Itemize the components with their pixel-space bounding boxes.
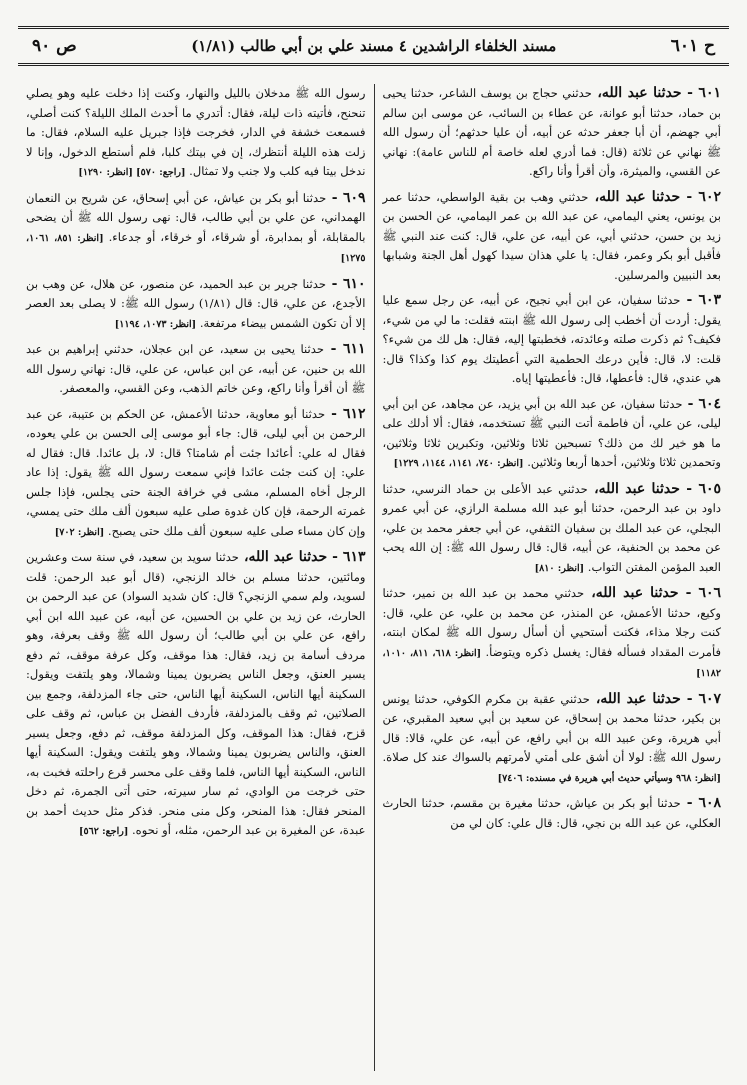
hadith-reference: [راجع: ٥٦٢] xyxy=(79,826,129,837)
hadith-reference: [انظر: ٩٦٨ وسيأتي حديث أبي هريرة في مسنده: ٧٤٠٦] xyxy=(497,772,721,784)
hadith-number: ٦٠٢ - xyxy=(680,188,721,205)
two-column-body xyxy=(18,84,729,1071)
hadith-number: ٦٠٦ - xyxy=(678,585,722,601)
hadith-lead: حدثنا عبد الله، xyxy=(588,188,681,205)
hadith-text: حدثني حجاج بن يوسف الشاعر، حدثنا يحيى بن حماد، حدثنا أبو عوانة، عن عطاء بن السائب، عن موسى ابن سالم أبي جهضم، أن أبا جعفر حدثه عن أبيه، أن عليا حدثهم؛ أن رسول الله ﷺ نهاني عن ثلاثة (قال: فما أدري لعله خاصة أم للناس عامة): نهاني عن القسي، والميثرة، وأن أقرأ وأنا راكع. xyxy=(382,86,721,178)
hadith-number: ٦٠٤ - xyxy=(682,395,721,412)
hadith-reference: [انظر: ٧٤٠، ١١٤١، ١١٤٤، ١٢٢٩] xyxy=(393,458,524,469)
hadith-entry xyxy=(383,291,722,389)
hadith-lead: حدثنا عبد الله، xyxy=(591,85,682,101)
hadith-reference: [راجع: ٥٧٠] [انظر: ١٢٩٠] xyxy=(78,167,186,178)
hadith-entry xyxy=(26,275,366,335)
hadith-lead: حدثنا عبد الله، xyxy=(238,549,328,565)
running-title: مسند الخلفاء الراشدين ٤ مسند علي بن أبي طالب (١/٨١) xyxy=(191,37,557,55)
hadith-entry xyxy=(383,395,722,474)
hadith-number: ٦٠٧ - xyxy=(680,690,722,707)
hadith-text: حدثنا سفيان، عن ابن أبي نجيح، عن أبيه، عن رجل سمع عليا يقول: أردت أن أخطب إلى رسول الله ﷺ ابنته فقلت: ما لي من شيء، فكيف؟ ثم ذكرت صلته وعائدته، فخطبتها إليه، فقال: هل لك من شيء؟ قلت: لا، قال: فأين درعك الحطمية التي أعطيتك يوم كذا وكذا؟ قال: هي عندي، قال: فأعطها، قال: فأعطيتها إياه. xyxy=(382,293,721,385)
hadith-number: ٦١٢ - xyxy=(325,405,366,422)
hadith-entry xyxy=(26,405,366,543)
hadith-text: حدثنا أبو بكر بن عياش، عن أبي إسحاق، عن شريح بن النعمان الهمداني، عن علي بن أبي طالب، قال: نهى رسول الله ﷺ أن يضحى بالمقابلة، أو بمدابرة، أو شرقاء، أو خرقاء، أو جدعاء. xyxy=(26,190,366,244)
hadith-text: رسول الله ﷺ مدخلان بالليل والنهار، وكنت إذا دخلت عليه وهو يصلي تنحنح، فأتيته ذات ليلة، فقال: أتدري ما أحدث الملك الليلة؟ كنت أصلي، فسمعت خشفة في الدار، فخرجت فإذا جبريل عليه السلام، فقال: ما زلت هذه الليلة أنتظرك، إن في بيتك كلبا، فلم أستطع الدخول، وإنا لا ندخل بيتا فيه كلب ولا جنب ولا تمثال. xyxy=(26,86,366,178)
hadith-reference: [انظر: ٧٠٢] xyxy=(54,526,105,538)
hadith-text: حدثنا سويد بن سعيد، في سنة ست وعشرين ومائتين، حدثنا مسلم بن خالد الزنجي، (قال أبو عبد الرحمن: قلت لسويد، ولم سمي الزنجي؟ قال: كان شديد السواد) عن عبد الرحمن بن الحارث، عن زيد بن علي بن الحسين، عن أبيه، عن عبيد الله ابن أبي رافع، عن علي بن أبي طالب؛ أن رسول الله ﷺ وقف بعرفة، وهو مردف أسامة بن زيد، فقال: هذا موقف، وكل عرفة موقف، ثم دفع يسير العنق، وجعل الناس يضربون يمينا وشمالا، وهو يلتفت ويقول: السكينة أيها الناس، السكينة أيها الناس، حتى جاء المزدلفة، وجمع بين الصلاتين، ثم وقف بالمزدلفة، فأردف الفضل بن عباس، ثم وقف على قزح، فقال: هذا الموقف، وكل المزدلفة موقف، ثم دفع، وجعل يسير العنق، والناس يضربون يمينا وشمالا، وهو يلتفت ويقول: السكينة أيها الناس، السكينة أيها الناس، فلما وقف على محسر قرع راحلته فخبت به، حتى خرجت من الوادي، ثم سار سيرته، حتى أتى الجمرة، ثم دخل المنحر فقال: هذا المنحر، وكل منى منحر. فذكر مثل حديث أحمد بن عبدة، عن المغيرة بن عبد الرحمن، مثله، أو نحوه. xyxy=(26,550,366,837)
hadith-lead: حدثنا عبد الله، xyxy=(584,585,679,601)
hadith-entry xyxy=(383,794,722,833)
hadith-text: حدثني وهب بن بقية الواسطي، حدثنا عمر بن يونس، يعني اليمامي، عن عبد الله بن عمر اليمامي، عن الحسن بن زيد بن حسن، حدثني أبي، عن أبيه، عن علي، قال: كنت عند النبي ﷺ فأقبل أبو بكر وعمر، فقال: يا علي هذان سيدا كهول أهل الجنة وشبابها بعد النبيين والمرسلين. xyxy=(382,189,721,282)
hadith-reference: [انظر: ٨٥١، ١٠٦١، ١٢٧٥] xyxy=(26,232,366,264)
hadith-text: حدثنا سفيان، عن عبد الله بن أبي يزيد، عن مجاهد، عن ابن أبي ليلى، عن علي، أن فاطمة أتت النبي ﷺ تستخدمه، فقال: ألا أدلك على ما هو خير لك من ذلك؟ تسبحين ثلاثا وثلاثين، وتكبرين ثلاثا وثلاثين، وتحمدين ثلاثا وثلاثين، أحدها أربعا وثلاثين. xyxy=(382,396,721,469)
hadith-entry xyxy=(26,189,366,269)
hadith-text: حدثني عقبة بن مكرم الكوفي، حدثنا يونس بن بكير، حدثنا محمد بن إسحاق، عن سعيد بن أبي سعيد المقبري، عن أبي هريرة، وعن عبيد الله بن أبي رافع، عن أبيه، عن علي، قالا: قال رسول الله ﷺ: لولا أن أشق على أمتي لأمرتهم بالسواك عند كل صلاة. xyxy=(382,691,721,764)
hadith-number: ٦٠٩ - xyxy=(326,189,366,206)
hadith-entry xyxy=(26,340,366,399)
hadith-entry xyxy=(383,690,722,789)
page-number: ص ٩٠ xyxy=(32,36,77,56)
hadith-entry xyxy=(26,548,366,842)
hadith-number: ٦٠٥ - xyxy=(679,480,722,497)
hadith-number: ٦٠١ - xyxy=(681,85,721,101)
hadith-range-label: ح ٦٠١ xyxy=(670,36,715,56)
running-header xyxy=(18,26,729,66)
hadith-text: حدثنا جرير بن عبد الحميد، عن منصور، عن هلال، عن وهب بن الأجدع، عن علي، قال: قال (١/٨١) رسول الله ﷺ: لا يصلى بعد العصر إلا أن تكون الشمس بيضاء مرتفعة. xyxy=(26,276,366,330)
hadith-text: حدثنا أبو بكر بن عياش، حدثنا مغيرة بن مقسم، حدثنا الحارث العكلي، عن عبد الله بن نجي، قال: قال علي: كان لي من xyxy=(382,796,721,830)
hadith-text: حدثنا يحيى بن سعيد، عن ابن عجلان، حدثني إبراهيم بن عبد الله بن حنين، عن أبيه، عن ابن عباس، عن علي، قال: نهاني رسول الله ﷺ أن أقرأ وأنا راكع، وعن خاتم الذهب، وعن القسي، والمعصفر. xyxy=(26,342,366,395)
hadith-entry xyxy=(383,480,722,579)
hadith-number: ٦١١ - xyxy=(324,341,366,357)
hadith-entry xyxy=(383,188,722,286)
right-column xyxy=(374,84,730,1071)
hadith-entry xyxy=(383,84,722,182)
hadith-entry xyxy=(26,84,366,183)
hadith-lead: حدثنا عبد الله، xyxy=(589,690,681,707)
left-column xyxy=(18,84,374,1071)
hadith-reference: [انظر: ١٠٧٣، ١١٩٤] xyxy=(114,318,197,330)
hadith-text: حدثنا أبو معاوية، حدثنا الأعمش، عن الحكم بن عتيبة، عن عبد الرحمن بن أبي ليلى، قال: جاء أبو موسى إلى الحسن بن علي يعوده، فقال له علي: أعائدا جئت أم شامتا؟ قال: لا، بل عائدا. قال: فقال له علي: إن كنت جئت عائدا فإني سمعت رسول الله ﷺ يقول: إذا عاد الرجل أخاه المسلم، مشى في خرافة الجنة حتى يجلس، فإذا جلس غمرته الرحمة، فإن كان غدوة صلى عليه سبعون ألف ملك حتى يمسي، وإن كان مساء صلى عليه سبعون ألف ملك حتى يصبح. xyxy=(26,406,366,538)
hadith-number: ٦١٠ - xyxy=(326,275,366,292)
hadith-lead: حدثنا عبد الله، xyxy=(587,480,680,497)
hadith-reference: [انظر: ٨١٠] xyxy=(534,562,585,574)
hadith-number: ٦٠٣ - xyxy=(680,292,722,308)
hadith-text: حدثني عبد الأعلى بن حماد النرسي، حدثنا داود بن عبد الرحمن، حدثنا أبو عبد الله مسلمة الرازي، عن أبي عمرو البجلي، عن عبد الملك بن سفيان الثقفي، عن أبي جعفر محمد بن علي، عن محمد بن الحنفية، عن أبيه، قال: قال رسول الله ﷺ: إن الله يحب العبد المؤمن المفتن التواب. xyxy=(382,481,721,574)
hadith-number: ٦٠٨ - xyxy=(680,795,721,811)
hadith-reference: [انظر: ٦١٨، ٨١١، ١٠١٠، ١١٨٢] xyxy=(382,647,721,679)
hadith-text: حدثني محمد بن عبد الله بن نمير، حدثنا وكيع، حدثنا الأعمش، عن المنذر، عن محمد بن علي، عن علي، قال: كنت رجلا مذاء، فكنت أستحيي أن أسأل رسول الله ﷺ لمكان ابنته، فأمرت المقداد فسأله فقال: يغسل ذكره ويتوضأ. xyxy=(382,586,722,659)
hadith-number: ٦١٣ - xyxy=(327,549,366,565)
hadith-entry xyxy=(383,584,722,684)
